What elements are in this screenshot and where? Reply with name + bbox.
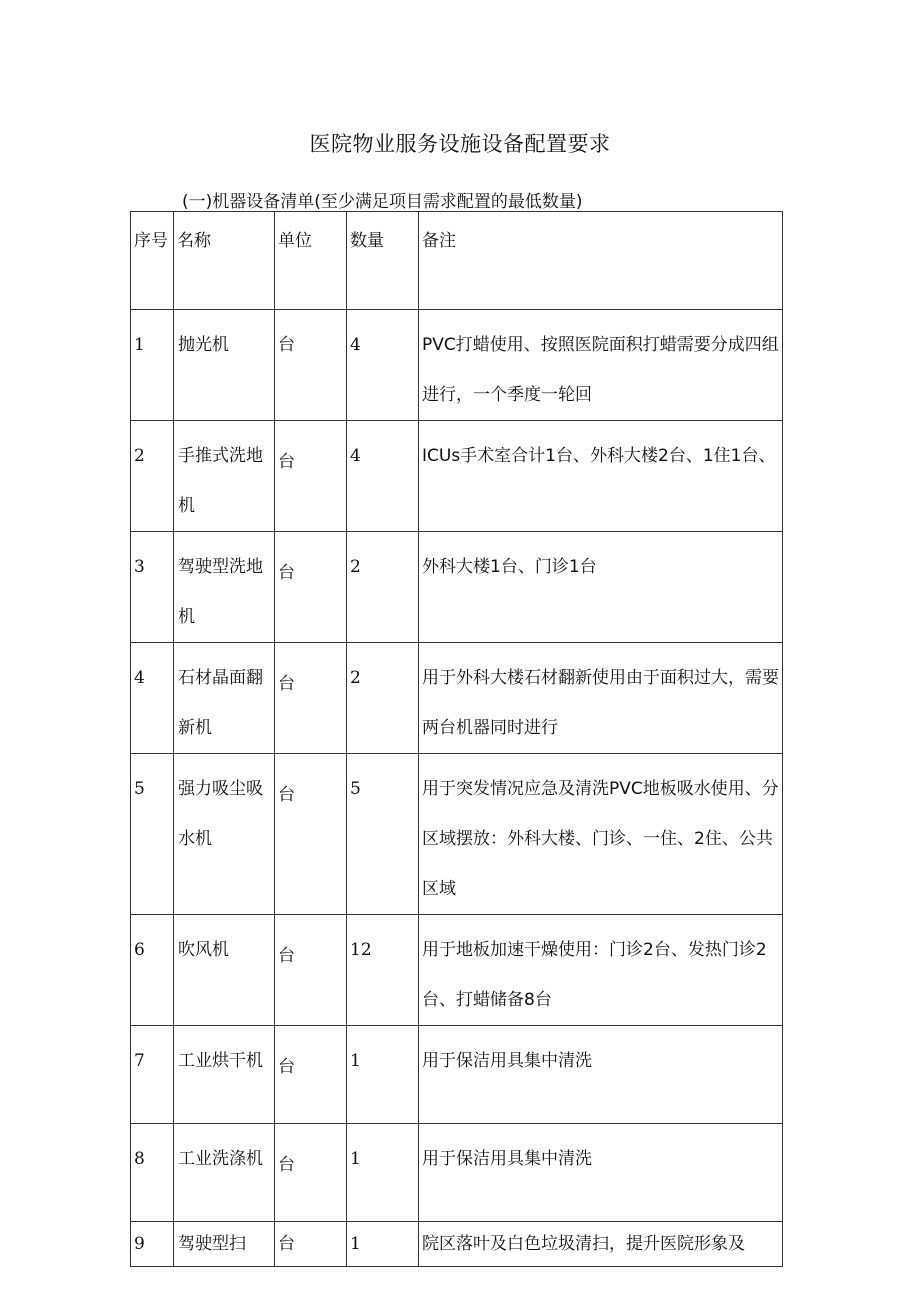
row-name: 手推式洗地机: [174, 421, 275, 532]
row-unit: 台: [275, 915, 347, 1026]
section-title: (一)机器设备清单(至少满足项目需求配置的最低数量): [182, 192, 583, 212]
row-seq: 8: [131, 1124, 174, 1222]
row-name: 工业洗涤机: [174, 1124, 275, 1222]
row-note: 用于保洁用具集中清洗: [419, 1124, 783, 1222]
row-seq: 1: [131, 310, 174, 421]
row-note: ICUs手术室合计1台、外科大楼2台、1住1台、: [419, 421, 783, 532]
table-row: [131, 1124, 783, 1222]
table-row: [131, 643, 783, 754]
row-note: 用于外科大楼石材翻新使用由于面积过大，需要两台机器同时进行: [419, 643, 783, 754]
header-seq: 序号: [131, 212, 174, 310]
row-qty: 1: [347, 1026, 419, 1124]
row-seq: 9: [131, 1222, 174, 1267]
row-unit: 台: [275, 532, 347, 643]
row-seq: 6: [131, 915, 174, 1026]
row-name: 工业烘干机: [174, 1026, 275, 1124]
row-unit: 台: [275, 1222, 347, 1267]
row-qty: 5: [347, 754, 419, 915]
row-qty: 2: [347, 532, 419, 643]
row-qty: 12: [347, 915, 419, 1026]
table-row: [131, 532, 783, 643]
row-note: 院区落叶及白色垃圾清扫，提升医院形象及: [419, 1222, 783, 1267]
header-note: 备注: [419, 212, 783, 310]
row-name: 强力吸尘吸水机: [174, 754, 275, 915]
header-qty: 数量: [347, 212, 419, 310]
row-unit: 台: [275, 310, 347, 421]
table-row: [131, 310, 783, 421]
row-note: 用于突发情况应急及清洗PVC地板吸水使用、分区域摆放：外科大楼、门诊、一住、2住、公共区域: [419, 754, 783, 915]
row-name: 吹风机: [174, 915, 275, 1026]
row-seq: 7: [131, 1026, 174, 1124]
row-note: 外科大楼1台、门诊1台: [419, 532, 783, 643]
row-qty: 1: [347, 1222, 419, 1267]
row-name: 驾驶型洗地机: [174, 532, 275, 643]
row-qty: 2: [347, 643, 419, 754]
page-title: 医院物业服务设施设备配置要求: [309, 132, 611, 156]
table-row: [131, 754, 783, 915]
header-name: 名称: [174, 212, 275, 310]
row-qty: 1: [347, 1124, 419, 1222]
row-unit: 台: [275, 1124, 347, 1222]
row-qty: 4: [347, 421, 419, 532]
table-header-row: [131, 212, 783, 310]
table-row: [131, 1026, 783, 1124]
row-note: 用于地板加速干燥使用：门诊2台、发热门诊2台、打蜡储备8台: [419, 915, 783, 1026]
row-seq: 5: [131, 754, 174, 915]
row-seq: 4: [131, 643, 174, 754]
row-note: PVC打蜡使用、按照医院面积打蜡需要分成四组进行，一个季度一轮回: [419, 310, 783, 421]
row-name: 抛光机: [174, 310, 275, 421]
row-unit: 台: [275, 1026, 347, 1124]
row-unit: 台: [275, 421, 347, 532]
table-row: [131, 421, 783, 532]
row-note: 用于保洁用具集中清洗: [419, 1026, 783, 1124]
row-unit: 台: [275, 754, 347, 915]
equipment-table: [130, 211, 783, 1267]
table-row: [131, 915, 783, 1026]
header-unit: 单位: [275, 212, 347, 310]
row-seq: 2: [131, 421, 174, 532]
row-seq: 3: [131, 532, 174, 643]
table-row: [131, 1222, 783, 1267]
row-qty: 4: [347, 310, 419, 421]
row-unit: 台: [275, 643, 347, 754]
row-name: 石材晶面翻新机: [174, 643, 275, 754]
row-name: 驾驶型扫: [174, 1222, 275, 1267]
